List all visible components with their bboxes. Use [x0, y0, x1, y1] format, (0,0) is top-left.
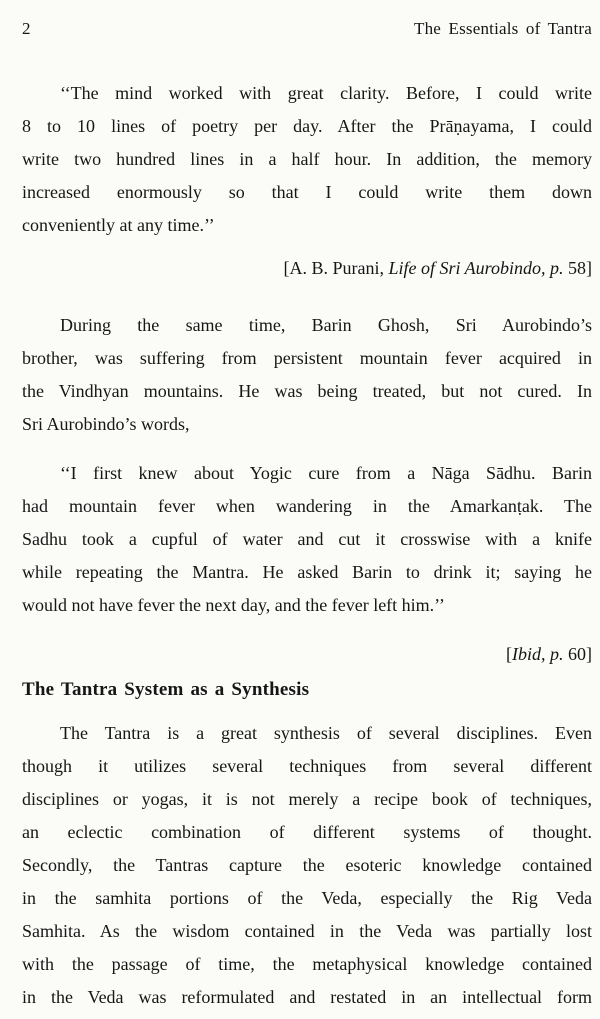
running-header	[22, 18, 592, 40]
citation-close: 58]	[563, 258, 592, 278]
citation-open: [	[506, 644, 512, 664]
text-line: conveniently at any time.’’	[22, 215, 215, 235]
text-line: brother, was suffering from persistent mountain fever acquired in	[22, 348, 592, 368]
text-line: Samhita. As the wisdom contained in the Veda was partially lost	[22, 921, 592, 941]
citation-source-italic: Life of Sri Aurobindo, p.	[388, 258, 564, 278]
text-line: increased enormously so that I could write them down	[22, 182, 592, 202]
text-line: would not have fever the next day, and the fever left him.’’	[22, 595, 445, 615]
blockquote-purani	[22, 77, 592, 242]
paragraph-during-the-same-time	[22, 309, 592, 441]
page-number: 2	[22, 19, 31, 38]
text-line: write two hundred lines in a half hour. In addition, the memory	[22, 149, 592, 169]
text-line: ‘‘The mind worked with great clarity. Before, I could write	[60, 83, 592, 103]
text-line: an eclectic combination of different systems of thought.	[22, 822, 592, 842]
text-line: disciplines or yogas, it is not merely a recipe book of techniques,	[22, 789, 592, 809]
text-line: the Vindhyan mountains. He was being treated, but not cured. In	[22, 381, 592, 401]
text-line: During the same time, Barin Ghosh, Sri Aurobindo’s	[60, 315, 592, 335]
text-line: Secondly, the Tantras capture the esoteric knowledge contained	[22, 855, 592, 875]
text-line: though it utilizes several techniques from several different	[22, 756, 592, 776]
text-line: with the passage of time, the metaphysical knowledge contained	[22, 954, 592, 974]
citation-open: [A. B. Purani,	[283, 258, 389, 278]
text-line: had mountain fever when wandering in the Amarkanṭak. The	[22, 496, 592, 516]
text-line: Sri Aurobindo’s words,	[22, 414, 190, 434]
text-line: 8 to 10 lines of poetry per day. After the Prāṇayama, I could	[22, 116, 592, 136]
citation-close: 60]	[563, 644, 592, 664]
text-line: in the samhita portions of the Veda, especially the Rig Veda	[22, 888, 592, 908]
text-line: The Tantra is a great synthesis of several disciplines. Even	[60, 723, 592, 743]
citation-purani	[22, 252, 592, 285]
citation-ibid	[22, 638, 592, 671]
text-line: ‘‘I first knew about Yogic cure from a Nāga Sādhu. Barin	[60, 463, 592, 483]
text-line: Sadhu took a cupful of water and cut it crosswise with a knife	[22, 529, 592, 549]
running-title: The Essentials of Tantra	[414, 19, 592, 38]
blockquote-naga-sadhu	[22, 457, 592, 622]
text-line: while repeating the Mantra. He asked Barin to drink it; saying he	[22, 562, 592, 582]
section-heading-tantra-synthesis: The Tantra System as a Synthesis	[22, 679, 310, 700]
text-line: in the Veda was reformulated and restated in an intellectual form	[22, 987, 592, 1007]
citation-source-italic: Ibid, p.	[512, 644, 564, 664]
paragraph-tantra-synthesis	[22, 717, 592, 1014]
